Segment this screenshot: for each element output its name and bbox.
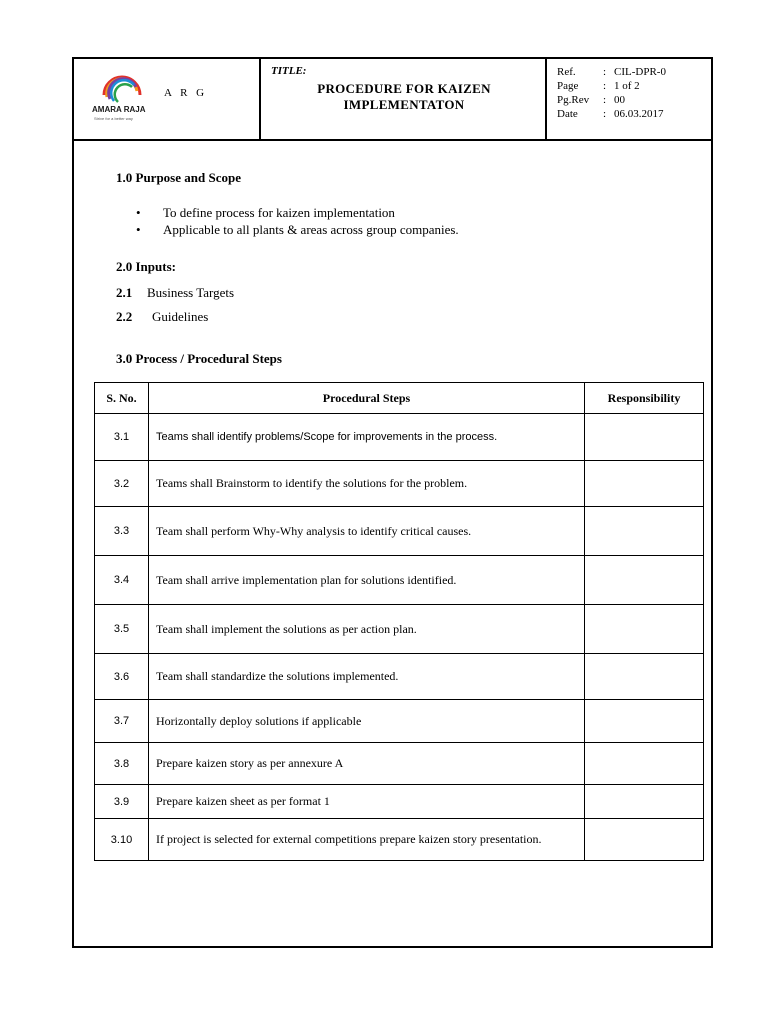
row-step: Prepare kaizen sheet as per format 1 bbox=[149, 785, 585, 819]
row-step: Teams shall identify problems/Scope for improvements in the process. bbox=[149, 414, 585, 461]
purpose-bullet-list bbox=[136, 204, 459, 238]
row-sno: 3.8 bbox=[95, 743, 149, 785]
title-line-2: IMPLEMENTATON bbox=[343, 97, 465, 112]
row-step: Teams shall Brainstorm to identify the solutions for the problem. bbox=[149, 461, 585, 507]
ref-row-date: Date : 06.03.2017 bbox=[557, 108, 664, 120]
document-header bbox=[74, 59, 711, 141]
company-label: A R G bbox=[164, 87, 208, 99]
row-responsibility bbox=[585, 507, 704, 556]
amara-raja-logo bbox=[92, 65, 152, 123]
section-heading-process: 3.0 Process / Procedural Steps bbox=[116, 351, 282, 366]
table-row bbox=[95, 556, 704, 605]
row-responsibility bbox=[585, 819, 704, 861]
row-step: Team shall implement the solutions as per action plan. bbox=[149, 605, 585, 654]
title-label: TITLE: bbox=[271, 65, 307, 77]
logo-brand-text: AMARA RAJA bbox=[92, 105, 146, 114]
row-sno: 3.10 bbox=[95, 819, 149, 861]
document-title bbox=[281, 81, 527, 113]
table-header-row bbox=[95, 383, 704, 414]
title-cell bbox=[261, 59, 547, 139]
row-step: Horizontally deploy solutions if applicable bbox=[149, 700, 585, 743]
table-row bbox=[95, 819, 704, 861]
row-step: Team shall arrive implementation plan for solutions identified. bbox=[149, 556, 585, 605]
procedural-steps-table bbox=[94, 382, 704, 861]
input-item: 2.1 Business Targets bbox=[116, 285, 235, 300]
row-sno: 3.7 bbox=[95, 700, 149, 743]
row-step: If project is selected for external competitions prepare kaizen story presentation. bbox=[149, 819, 585, 861]
column-header-sno: S. No. bbox=[95, 383, 149, 414]
section-heading-purpose: 1.0 Purpose and Scope bbox=[116, 170, 241, 185]
table-row bbox=[95, 654, 704, 700]
ref-row-revision: Pg.Rev : 00 bbox=[557, 94, 625, 106]
table-row bbox=[95, 743, 704, 785]
row-sno: 3.1 bbox=[95, 414, 149, 461]
table-row bbox=[95, 785, 704, 819]
row-step: Prepare kaizen story as per annexure A bbox=[149, 743, 585, 785]
logo-cell bbox=[74, 59, 261, 139]
row-sno: 3.9 bbox=[95, 785, 149, 819]
table-row bbox=[95, 461, 704, 507]
table-row bbox=[95, 605, 704, 654]
logo-tagline-text: Strive for a better way bbox=[94, 116, 133, 121]
list-item: • To define process for kaizen implementation bbox=[136, 205, 395, 220]
row-responsibility bbox=[585, 743, 704, 785]
column-header-responsibility: Responsibility bbox=[585, 383, 704, 414]
column-header-steps: Procedural Steps bbox=[149, 383, 585, 414]
row-responsibility bbox=[585, 654, 704, 700]
row-responsibility bbox=[585, 556, 704, 605]
input-item: 2.2 Guidelines bbox=[116, 309, 209, 324]
list-item: • Applicable to all plants & areas across group companies. bbox=[136, 222, 459, 237]
row-responsibility bbox=[585, 700, 704, 743]
title-line-1: PROCEDURE FOR KAIZEN bbox=[317, 81, 491, 96]
section-heading-inputs: 2.0 Inputs: bbox=[116, 259, 176, 274]
ref-row-ref: Ref. : CIL-DPR-0 bbox=[557, 66, 666, 78]
row-sno: 3.2 bbox=[95, 461, 149, 507]
reference-cell bbox=[547, 59, 711, 139]
ref-row-page: Page : 1 of 2 bbox=[557, 80, 640, 92]
row-sno: 3.4 bbox=[95, 556, 149, 605]
row-step: Team shall perform Why-Why analysis to identify critical causes. bbox=[149, 507, 585, 556]
table-row bbox=[95, 700, 704, 743]
row-step: Team shall standardize the solutions implemented. bbox=[149, 654, 585, 700]
table-row bbox=[95, 507, 704, 556]
row-sno: 3.3 bbox=[95, 507, 149, 556]
document-page bbox=[72, 57, 713, 948]
table-row bbox=[95, 414, 704, 461]
row-responsibility bbox=[585, 414, 704, 461]
row-responsibility bbox=[585, 785, 704, 819]
row-sno: 3.5 bbox=[95, 605, 149, 654]
row-sno: 3.6 bbox=[95, 654, 149, 700]
row-responsibility bbox=[585, 461, 704, 507]
row-responsibility bbox=[585, 605, 704, 654]
